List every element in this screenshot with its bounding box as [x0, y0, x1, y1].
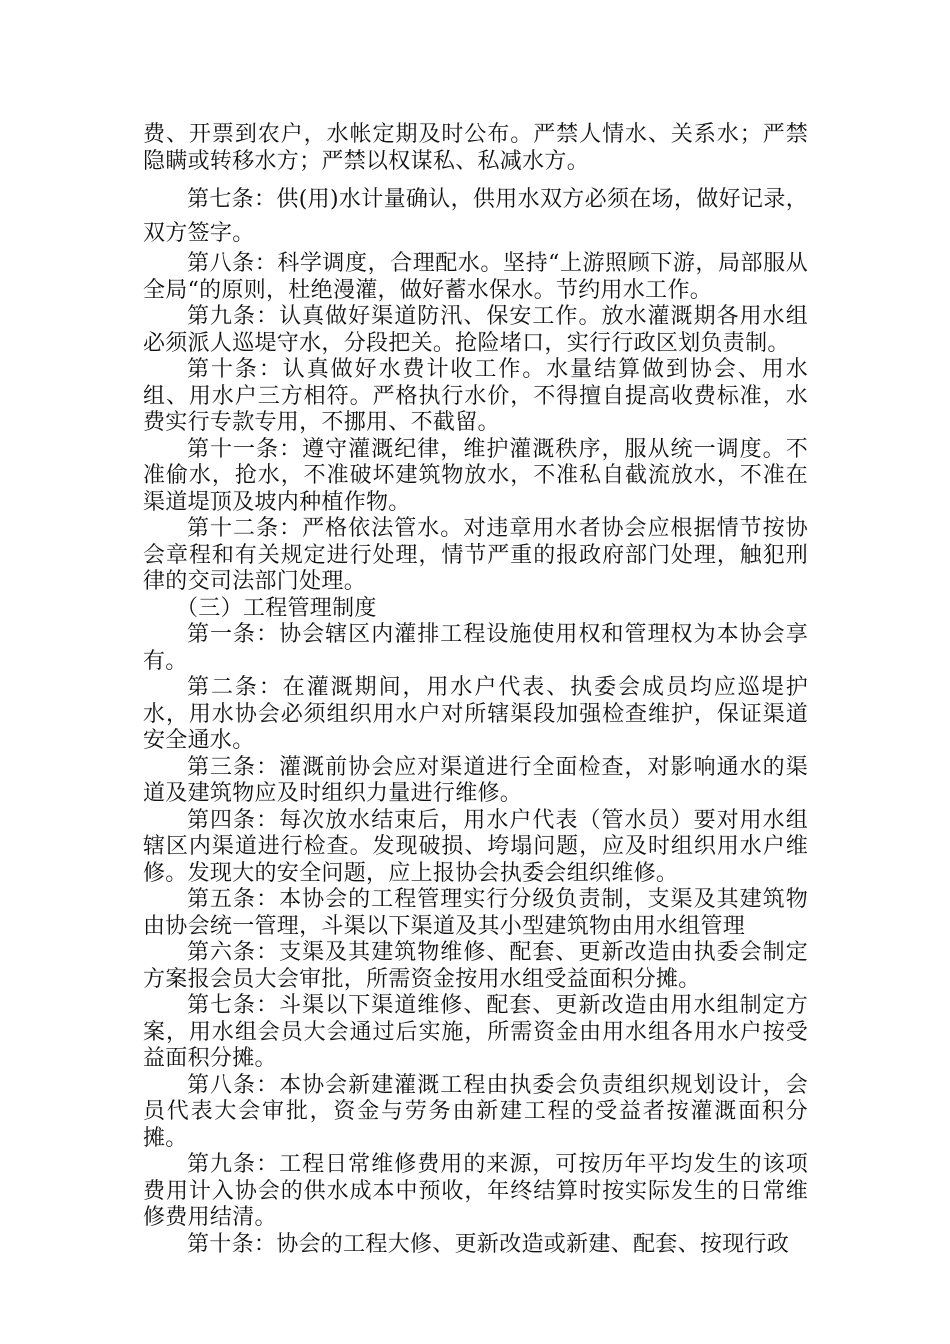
- paragraph-continuation: 费、开票到农户，水帐定期及时公布。严禁人情水、关系水；严禁隐瞒或转移水方；严禁以权谋私、私减水方。: [143, 122, 808, 174]
- paragraph-article-11-discipline: 第十一条：遵守灌溉纪律，维护灌溉秩序，服从统一调度。不准偷水，抢水，不准破坏建筑物放水，不准私自截流放水，不准在渠道堤顶及坡内种植作物。: [143, 436, 808, 515]
- paragraph-article-9-flood-control: 第九条：认真做好渠道防汛、保安工作。放水灌溉期各用水组必须派人巡堤守水，分段把关。抢险堵口，实行行政区划负责制。: [143, 304, 808, 356]
- paragraph-article-8-dispatch: 第八条：科学调度，合理配水。坚持“上游照顾下游，局部服从全局“的原则，杜绝漫灌，做好蓄水保水。节约用水工作。: [143, 251, 808, 303]
- document-page: [143, 122, 808, 1258]
- paragraph-eng-article-6: 第六条：支渠及其建筑物维修、配套、更新改造由执委会制定方案报会员大会审批，所需资金按用水组受益面积分摊。: [143, 940, 808, 992]
- paragraph-eng-article-4: 第四条：每次放水结束后，用水户代表（管水员）要对用水组辖区内渠道进行检查。发现破损、垮塌问题，应及时组织用水户维修。发现大的安全问题，应上报协会执委会组织维修。: [143, 807, 808, 886]
- paragraph-eng-article-9: 第九条：工程日常维修费用的来源，可按历年平均发生的该项费用计入协会的供水成本中预收，年终结算时按实际发生的日常维修费用结清。: [143, 1152, 808, 1230]
- paragraph-eng-article-3: 第三条：灌溉前协会应对渠道进行全面检查，对影响通水的渠道及建筑物应及时组织力量进行维修。: [143, 754, 808, 806]
- section-heading-engineering-management: （三）工程管理制度: [176, 595, 377, 621]
- paragraph-article-10-fee-collection: 第十条：认真做好水费计收工作。水量结算做到协会、用水组、用水户三方相符。严格执行水价，不得擅自提高收费标准，水费实行专款专用，不挪用、不截留。: [143, 357, 808, 435]
- paragraph-article-12-enforcement: 第十二条：严格依法管水。对违章用水者协会应根据情节按协会章程和有关规定进行处理，情节严重的报政府部门处理，触犯刑律的交司法部门处理。: [143, 516, 808, 594]
- paragraph-eng-article-7: 第七条：斗渠以下渠道维修、配套、更新改造由用水组制定方案，用水组会员大会通过后实施，所需资金由用水组各用水户按受益面积分摊。: [143, 993, 808, 1071]
- paragraph-eng-article-1: 第一条：协会辖区内灌排工程设施使用权和管理权为本协会享有。: [143, 622, 808, 674]
- paragraph-eng-article-2: 第二条：在灌溉期间，用水户代表、执委会成员均应巡堤护水，用水协会必须组织用水户对所辖渠段加强检查维护，保证渠道安全通水。: [143, 675, 808, 753]
- paragraph-eng-article-8: 第八条：本协会新建灌溉工程由执委会负责组织规划设计，会员代表大会审批，资金与劳务由新建工程的受益者按灌溉面积分摊。: [143, 1072, 808, 1151]
- paragraph-article-7-metering: 第七条：供(用)水计量确认，供用水双方必须在场，做好记录，双方签字。: [143, 187, 808, 246]
- paragraph-eng-article-10: 第十条：协会的工程大修、更新改造或新建、配套、按现行政: [187, 1231, 790, 1257]
- paragraph-eng-article-5: 第五条：本协会的工程管理实行分级负责制，支渠及其建筑物由协会统一管理，斗渠以下渠道及其小型建筑物由用水组管理: [143, 887, 808, 939]
